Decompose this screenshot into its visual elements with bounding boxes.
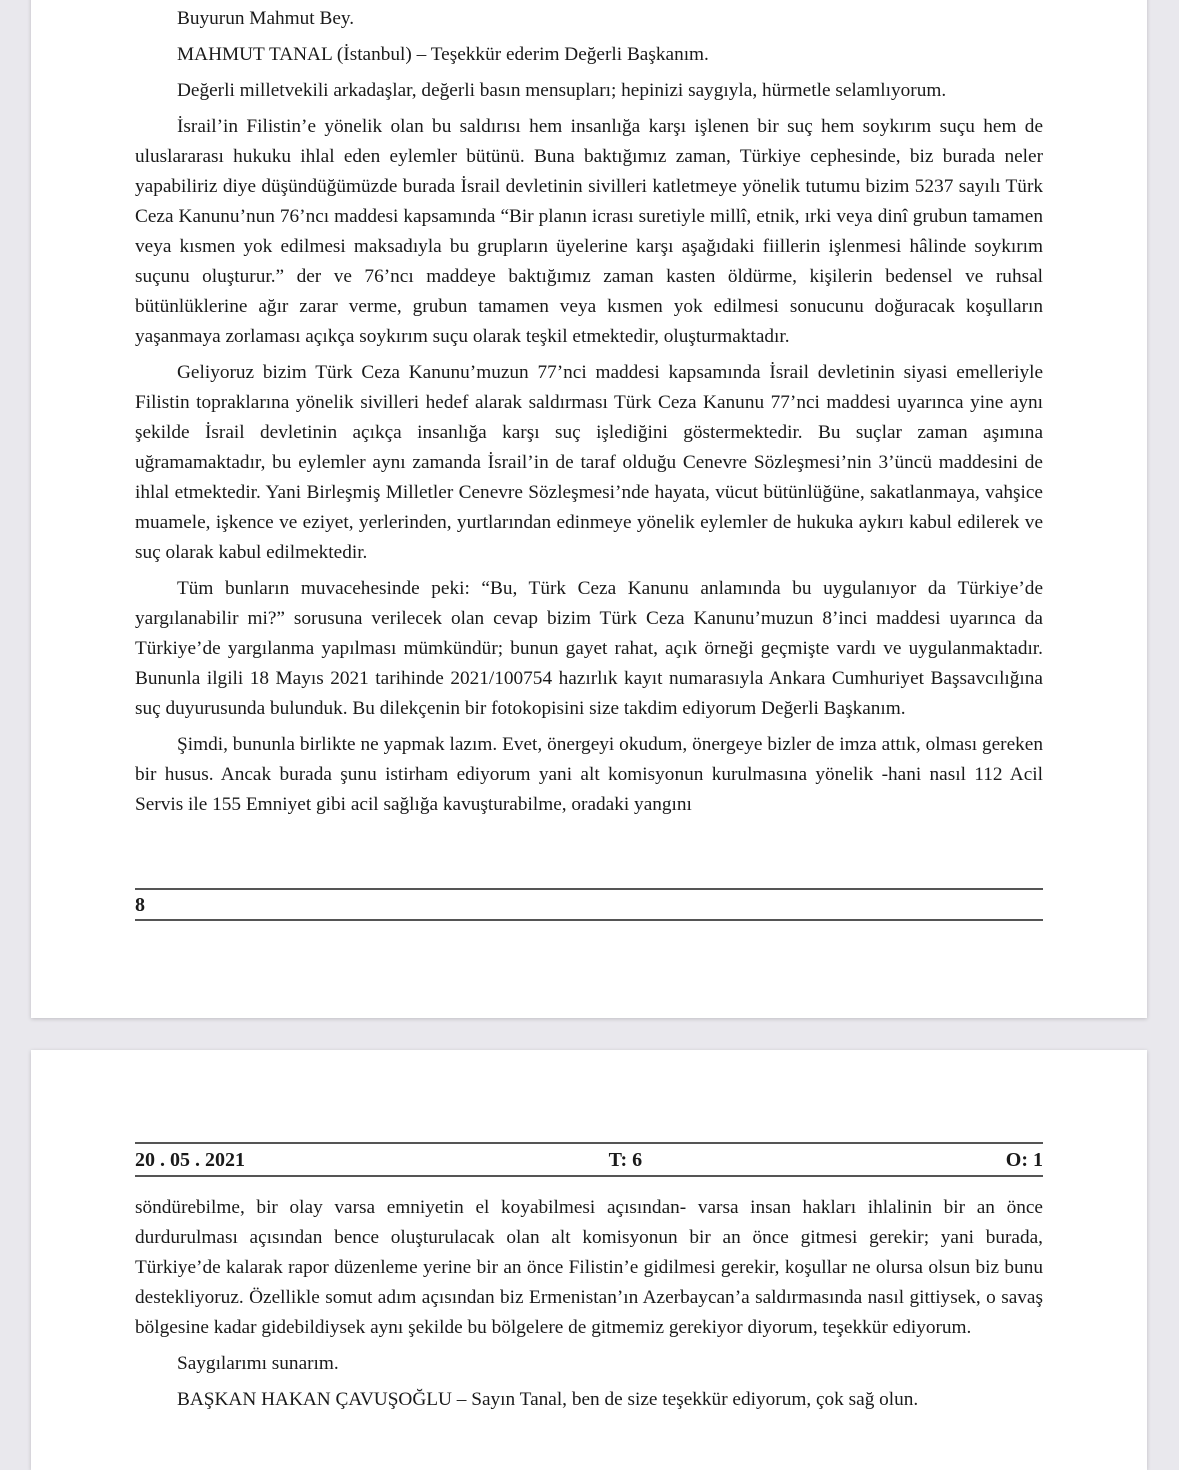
paragraph: söndürebilme, bir olay varsa emniyetin el koyabilmesi açısından- varsa insan hakları ihlalinin bir an önce durdurulması açısından bence oluşturulacak olan alt komisyonun bir an önce gitmesi gerekir; yani burada, Türkiye’de kalarak rapor düzenleme yerine bir an önce Filistin’e gidilmesi gerekir, koşullar ne olursa olsun biz bunu destekliyoruz. Özellikle somut adım açısından biz Ermenistan’ın Azerbaycan’a saldırmasında nasıl gittiysek, o savaş bölgesine kadar gidebildiysek aynı şekilde bu bölgelere de gitmemiz gerekiyor diyorum, teşekkür ediyorum. xyxy=(135,1197,1043,1338)
header-date: 20 . 05 . 2021 xyxy=(135,1149,245,1171)
footer-rule-top xyxy=(135,888,1043,890)
paragraph: BAŞKAN HAKAN ÇAVUŞOĞLU – Sayın Tanal, ben de size teşekkür ediyorum, çok sağ olun. xyxy=(177,1389,919,1410)
header-o: O: 1 xyxy=(1005,1149,1043,1171)
header-rule-bottom xyxy=(135,1175,1043,1177)
paragraph: Saygılarımı sunarım. xyxy=(177,1353,339,1374)
paragraph: Geliyoruz bizim Türk Ceza Kanunu’muzun 77’nci maddesi kapsamında İsrail devletinin siyasi emelleriyle Filistin topraklarına yönelik sivilleri hedef alarak saldırması Türk Ceza Kanunu 77’nci maddesi uyarınca yine aynı şekilde İsrail devletinin açıkça insanlığa karşı suç işlediğini göstermektedir. Bu suçlar zaman aşımına uğramamaktadır, bu eylemler aynı zamanda İsrail’in de taraf olduğu Cenevre Sözleşmesi’nin 3’üncü maddesini de ihlal etmektedir. Yani Birleşmiş Milletler Cenevre Sözleşmesi’nde hayata, vücut bütünlüğüne, sakatlanmaya, vahşice muamele, işkence ve eziyet, yerlerinden, yurtlarından edinmeye yönelik eylemler de hukuka aykırı kabul edilerek ve suç olarak kabul edilmektedir. xyxy=(135,362,1043,563)
paragraph: Buyurun Mahmut Bey. xyxy=(177,8,355,29)
header-t: T: 6 xyxy=(608,1149,643,1171)
header-rule-top xyxy=(135,1142,1043,1144)
footer-rule-bottom xyxy=(135,919,1043,921)
document-page-2 xyxy=(31,1050,1147,1470)
page-1-body xyxy=(135,4,1043,820)
paragraph: Değerli milletvekili arkadaşlar, değerli basın mensupları; hepinizi saygıyla, hürmetle selamlıyorum. xyxy=(177,80,947,101)
page-header xyxy=(135,1149,1043,1172)
page-number: 8 xyxy=(135,894,145,916)
paragraph: Tüm bunların muvacehesinde peki: “Bu, Türk Ceza Kanunu anlamında bu uygulanıyor da Türkiye’de yargılanabilir mi?” sorusuna verilecek olan cevap bizim Türk Ceza Kanunu’muzun 8’inci maddesi uyarınca da Türkiye’de yargılanma yapılması mümkündür; bunun gayet rahat, açık örneği geçmişte vardı ve uygulanmaktadır. Bununla ilgili 18 Mayıs 2021 tarihinde 2021/100754 hazırlık kayıt numarasıyla Ankara Cumhuriyet Başsavcılığına suç duyurusunda bulunduk. Bu dilekçenin bir fotokopisini size takdim ediyorum Değerli Başkanım. xyxy=(135,578,1043,719)
paragraph: MAHMUT TANAL (İstanbul) – Teşekkür ederim Değerli Başkanım. xyxy=(177,44,709,65)
paragraph: İsrail’in Filistin’e yönelik olan bu saldırısı hem insanlığa karşı işlenen bir suç hem soykırım suçu hem de uluslararası hukuku ihlal eden eylemler bütünü. Buna baktığımız zaman, Türkiye cephesinde, biz burada neler yapabiliriz diye düşündüğümüzde burada İsrail devletinin sivilleri katletmeye yönelik tutumu bizim 5237 sayılı Türk Ceza Kanunu’nun 76’ncı maddesi kapsamında “Bir planın icrası suretiyle millî, etnik, ırki veya dinî grubun tamamen veya kısmen yok edilmesi maksadıyla bu grupların üyelerine karşı aşağıdaki fiillerin işlenmesi hâlinde soykırım suçunu oluşturur.” der ve 76’ncı maddeye baktığımız zaman kasten öldürme, kişilerin bedensel ve ruhsal bütünlüklerine ağır zarar verme, grubun tamamen veya kısmen yok edilmesi sonucunu doğuracak koşulların yaşanmaya zorlaması açıkça soykırım suçu olarak teşkil etmektedir, oluşturmaktadır. xyxy=(135,116,1043,347)
document-page-1 xyxy=(31,0,1147,1018)
page-2-body xyxy=(135,1193,1043,1415)
paragraph: Şimdi, bununla birlikte ne yapmak lazım. Evet, önergeyi okudum, önergeye bizler de imza attık, olması gereken bir husus. Ancak burada şunu istirham ediyorum yani alt komisyonun kurulmasına yönelik -hani nasıl 112 Acil Servis ile 155 Emniyet gibi acil sağlığa kavuşturabilme, oradaki yangını xyxy=(135,734,1043,815)
